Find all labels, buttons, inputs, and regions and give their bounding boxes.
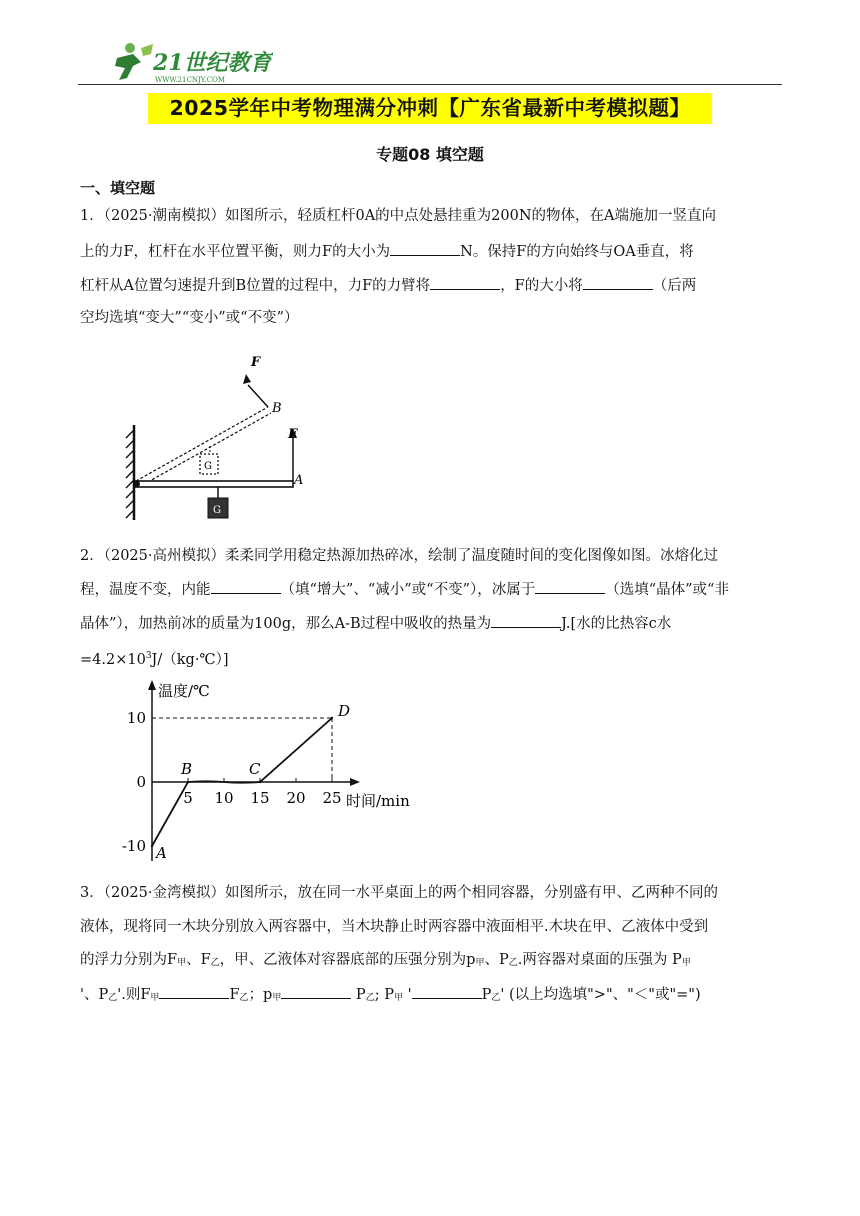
q2-text: （填“增大”、“减小”或“不变”），冰属于 — [280, 582, 536, 598]
q2-text: J/（kg·℃）] — [151, 652, 229, 668]
q3-text: P — [351, 987, 366, 1003]
q1-line-1: 1．（2025·潮南模拟）如图所示，轻质杠杆0A的中点处悬挂重为200N的物体，在A端施加一竖直向 — [80, 208, 717, 224]
q3-line-2: 液体，现将同一木块分别放入两容器中，当木块静止时两容器中液面相平.木块在甲、乙液体中受到 — [80, 919, 709, 935]
q3-subscript: 乙 — [239, 993, 249, 1003]
q2-exponent: 3 — [145, 651, 152, 661]
q3-text: 的浮力分别为F — [80, 952, 178, 968]
q1-text: 杠杆从A位置匀速提升到B位置的过程中，力F的力臂将 — [80, 278, 431, 294]
point-c — [259, 781, 261, 783]
q2-blank-crystal[interactable] — [535, 578, 605, 594]
q1-text: 上的力F，杠杆在水平位置平衡，则力F的大小为 — [80, 244, 391, 260]
section-heading: 一、填空题 — [80, 179, 156, 197]
q3-subscript: 甲 — [150, 993, 160, 1003]
q3-text: '、P — [80, 987, 109, 1003]
q2-line-4 — [80, 645, 229, 671]
q3-blank-liquid-pressure[interactable] — [281, 983, 351, 999]
temperature-chart — [118, 676, 428, 866]
q3-line-1: 3．（2025·金湾模拟）如图所示，放在同一水平桌面上的两个相同容器，分别盛有甲、乙两种不同的 — [80, 885, 718, 901]
q3-text: 、P — [484, 952, 509, 968]
q3-text: .两容器对桌面的压强为 P — [517, 952, 682, 968]
weight-upper-label: G — [204, 461, 212, 472]
header-rule — [78, 84, 782, 85]
q3-blank-buoyancy[interactable] — [159, 983, 229, 999]
q3-subscript: 甲 — [177, 958, 187, 968]
point-b — [187, 781, 189, 783]
point-a-label: A — [294, 473, 304, 488]
site-logo — [103, 40, 273, 88]
q2-text: =4.2×10 — [80, 652, 146, 668]
q1-text: （后两 — [652, 278, 697, 294]
x-axis-arrow — [350, 778, 360, 786]
q2-line-1: 2．（2025·高州模拟）柔柔同学用稳定热源加热碎冰，绘制了温度随时间的变化图像如图。冰熔化过 — [80, 548, 718, 564]
force-label-top: F — [251, 355, 261, 370]
q3-text: ; P — [374, 987, 394, 1003]
q3-text: ，甲、乙液体对容器底部的压强分别为p — [219, 952, 476, 968]
point-label-a: A — [156, 844, 167, 862]
q1-blank-arm[interactable] — [430, 274, 500, 290]
q1-blank-size[interactable] — [583, 274, 653, 290]
q3-subscript: 乙 — [491, 993, 501, 1003]
x-tick-label: 10 — [214, 789, 234, 807]
y-axis-arrow — [148, 680, 156, 690]
q3-subscript: 乙 — [210, 958, 220, 968]
q2-blank-energy[interactable] — [211, 578, 281, 594]
weight-lower-label: G — [213, 505, 221, 516]
q1-line-4: 空均选填“变大”“变小”或“不变”） — [80, 310, 299, 326]
x-tick-label: 25 — [322, 789, 342, 807]
logo-url: WWW.21CNJY.COM — [155, 76, 225, 84]
q2-line-2 — [80, 578, 729, 601]
q2-text: 程，温度不变，内能 — [80, 582, 211, 598]
q1-blank-force[interactable] — [390, 240, 460, 256]
x-axis-label: 时间/min — [346, 792, 410, 810]
point-label-c: C — [249, 760, 261, 778]
q2-text: 晶体”），加热前冰的质量为100g，那么A-B过程中吸收的热量为 — [80, 616, 492, 632]
q3-subscript: 甲 — [393, 993, 403, 1003]
q3-line-3 — [80, 949, 691, 974]
sub-title: 专题08 填空题 — [376, 145, 484, 164]
y-axis-label: 温度/℃ — [158, 682, 210, 700]
q3-subscript: 乙 — [365, 993, 375, 1003]
q3-text: ；p — [248, 987, 273, 1003]
force-label-right: F — [288, 427, 298, 442]
x-tick-label: 15 — [250, 789, 270, 807]
runner-icon — [115, 43, 153, 80]
x-tick-label: 5 — [183, 789, 193, 807]
y-tick-label: 0 — [136, 773, 146, 791]
point-d — [331, 717, 333, 719]
q3-text: F — [229, 987, 240, 1003]
q3-text: ' (以上均选填">"、"＜"或"=") — [500, 987, 701, 1003]
y-tick-label: 10 — [126, 709, 146, 727]
q3-subscript: 甲 — [475, 958, 485, 968]
q1-text: ，F的大小将 — [500, 278, 583, 294]
q3-subscript: 甲 — [272, 993, 282, 1003]
x-tick-label: 20 — [286, 789, 306, 807]
main-title: 2025学年中考物理满分冲刺【广东省最新中考模拟题】 — [148, 93, 712, 124]
q3-line-4 — [80, 983, 701, 1009]
q1-line-2 — [80, 240, 694, 263]
q3-subscript: 乙 — [108, 993, 118, 1003]
q3-subscript: 乙 — [508, 958, 518, 968]
wall — [126, 425, 134, 520]
point-label-b: B — [181, 760, 193, 778]
q3-text: '.则F — [117, 987, 151, 1003]
q2-line-3 — [80, 612, 671, 635]
point-a — [151, 845, 153, 847]
q2-blank-heat[interactable] — [491, 612, 561, 628]
q3-subscript: 甲 — [681, 958, 691, 968]
logo-text: 21世纪教育 — [153, 50, 272, 76]
q3-text: P — [481, 987, 492, 1003]
q1-text: N。保持F的方向始终与OA垂直，将 — [460, 244, 694, 260]
q3-text: 、F — [186, 952, 211, 968]
y-tick-label: -10 — [121, 837, 146, 855]
q3-blank-table-pressure[interactable] — [412, 983, 482, 999]
q3-text: ' — [403, 987, 412, 1003]
point-label-d: D — [338, 702, 351, 720]
point-b-label: B — [272, 401, 282, 416]
q1-line-3 — [80, 274, 696, 297]
q2-text: J.[水的比热容c水 — [561, 616, 672, 632]
chart-guides — [152, 718, 332, 782]
q2-text: （选填“晶体”或“非 — [605, 582, 729, 598]
lever-figure — [118, 350, 318, 525]
